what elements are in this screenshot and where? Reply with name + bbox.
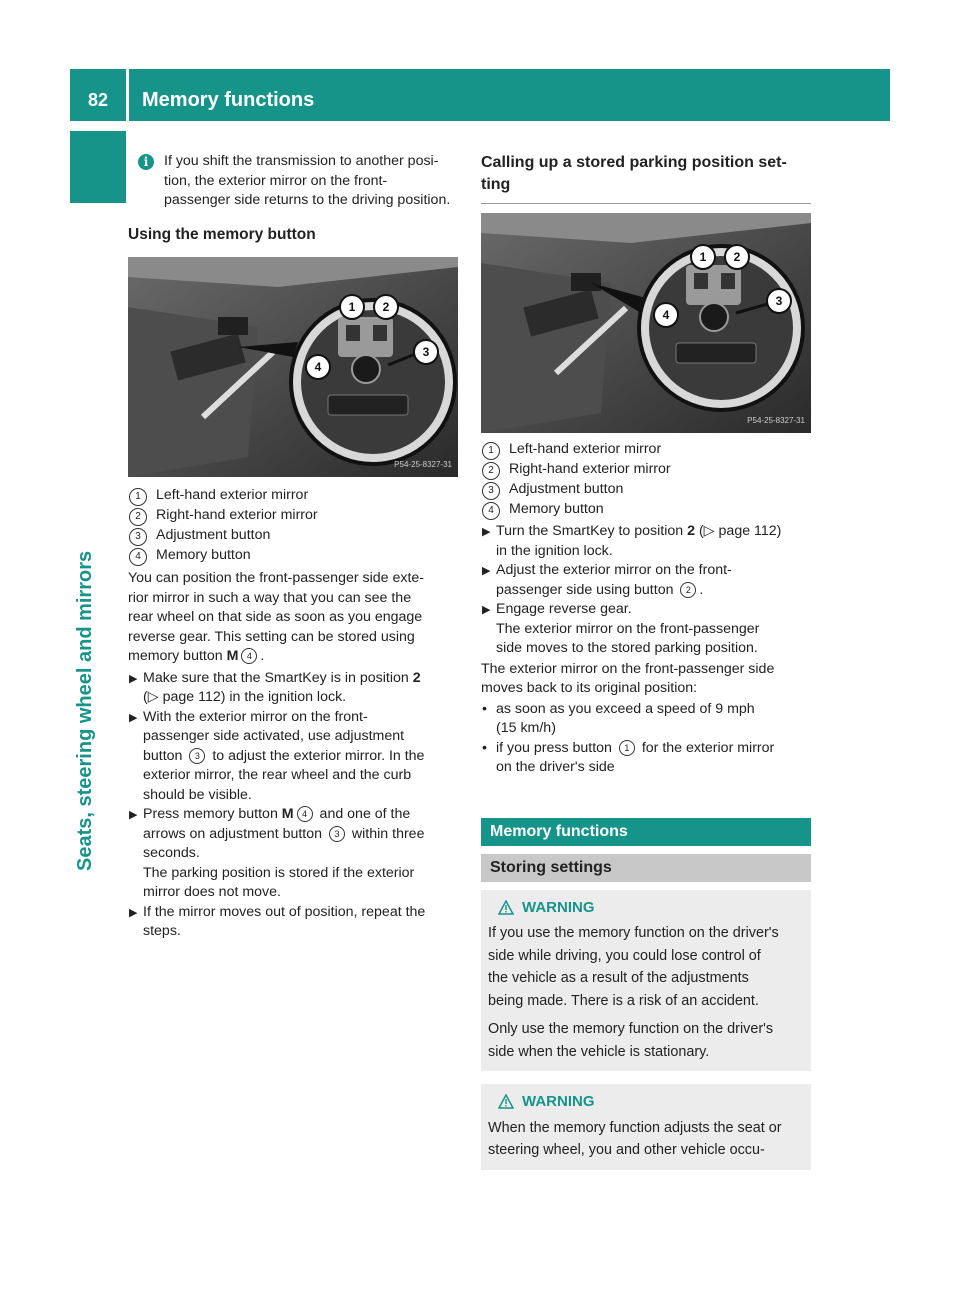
section-heading: Using the memory button [128,225,316,243]
step-arrow-icon: ▶ [129,809,138,821]
svg-text:3: 3 [775,294,783,308]
info-note [128,152,460,211]
instruction-step: ▶ Press memory button M 4 and one of the arrows on adjustment button 3 within three seconds. The parking position is stored if the exterior mirror does not move. [128,805,460,903]
info-icon: i [138,154,154,170]
info-line: If you shift the transmission to another posi- [164,153,439,169]
warning-label: WARNING [522,898,595,916]
warning-triangle-icon [498,1094,514,1109]
left-column [128,152,460,942]
legend-item: 3 Adjustment button [481,480,811,500]
legend-item: 4 Memory button [128,546,460,566]
header-title: Memory functions [142,89,315,111]
image-code: P54-25-8327-31 [747,415,805,425]
svg-text:2: 2 [382,300,390,314]
instruction-step: ▶ With the exterior mirror on the front- passenger side activated, use adjustment button 3 to adjust the exterior mirror. In the exterior mirror, the rear wheel and the curb should be visible. [128,708,460,806]
svg-text:2: 2 [733,250,741,264]
svg-text:3: 3 [422,345,430,359]
legend-item: 1 Left-hand exterior mirror [128,486,460,506]
door-panel-illustration [481,213,811,433]
legend-item: 3 Adjustment button [128,526,460,546]
svg-text:1: 1 [699,250,707,264]
legend-item: 2 Right-hand exterior mirror [128,506,460,526]
step-arrow-icon: ▶ [129,711,138,724]
svg-text:4: 4 [314,360,322,374]
parking-position-photo [481,213,811,433]
info-line: passenger side returns to the driving position. [164,192,451,208]
instruction-step: ▶ Make sure that the SmartKey is in position 2 (▷ page 112) in the ignition lock. [128,669,460,708]
svg-text:4: 4 [662,308,670,322]
warning-box: WARNING When the memory function adjusts the seat or steering wheel, you and other vehicle occu- [481,1084,811,1170]
warning-box: WARNING If you use the memory function on the driver's side while driving, you could lose control of the vehicle as a result of the adjustments being made. There is a risk of an accident. Only use the memory function on the driver's side when the vehicle is stationary. [481,890,811,1072]
page-ref-icon: ▷ [147,689,159,705]
step-arrow-icon: ▶ [482,604,491,616]
svg-text:1: 1 [348,300,356,314]
bullet-icon: • [482,700,487,717]
step-arrow-icon: ▶ [482,526,491,538]
info-line: tion, the exterior mirror on the front- [164,172,388,189]
instruction-step: ▶ If the mirror moves out of position, repeat the steps. [128,903,460,942]
intro-paragraph: You can position the front-passenger side exte- rior mirror in such a way that you can see the rear wheel on that side as soon as you engage reverse gear. This setting can be stored using memory button M 4 . [128,570,425,664]
section-bar: Memory functions [481,818,811,846]
right-column [481,152,811,1170]
subsection-bar: Storing settings [481,854,811,882]
bullet-item: • as soon as you exceed a speed of 9 mph (15 km/h) [481,700,811,739]
page-ref-icon: ▷ [703,523,715,539]
bullet-icon: • [482,739,487,756]
bullet-item: • if you press button 1 for the exterior mirror on the driver's side [481,739,811,778]
door-panel-illustration [128,257,458,477]
step-arrow-icon: ▶ [129,906,138,919]
instruction-step: ▶ Engage reverse gear. The exterior mirror on the front-passenger side moves to the stored parking position. [481,600,811,659]
page-header [70,69,890,121]
warning-triangle-icon [498,900,514,915]
chapter-title: Seats, steering wheel and mirrors [74,550,96,871]
step-arrow-icon: ▶ [129,672,138,685]
warning-label: WARNING [522,1093,595,1110]
chapter-sidebar [70,131,126,1161]
chapter-tab-block [70,131,126,203]
step-arrow-icon: ▶ [482,565,491,577]
legend-item: 4 Memory button [481,500,811,520]
instruction-step: ▶ Turn the SmartKey to position 2 (▷ page 112) in the ignition lock. [481,522,811,561]
image-code: P54-25-8327-31 [394,459,452,469]
return-paragraph: The exterior mirror on the front-passenger side moves back to its original position: [481,660,775,696]
memory-button-photo [128,257,458,477]
header-divider [126,69,129,121]
page-number: 82 [87,90,109,110]
legend-item: 1 Left-hand exterior mirror [481,440,811,460]
section-heading: Calling up a stored parking position set- ting [481,154,787,193]
legend-item: 2 Right-hand exterior mirror [481,460,811,480]
instruction-step: ▶ Adjust the exterior mirror on the front- passenger side using button 2 . [481,561,811,600]
